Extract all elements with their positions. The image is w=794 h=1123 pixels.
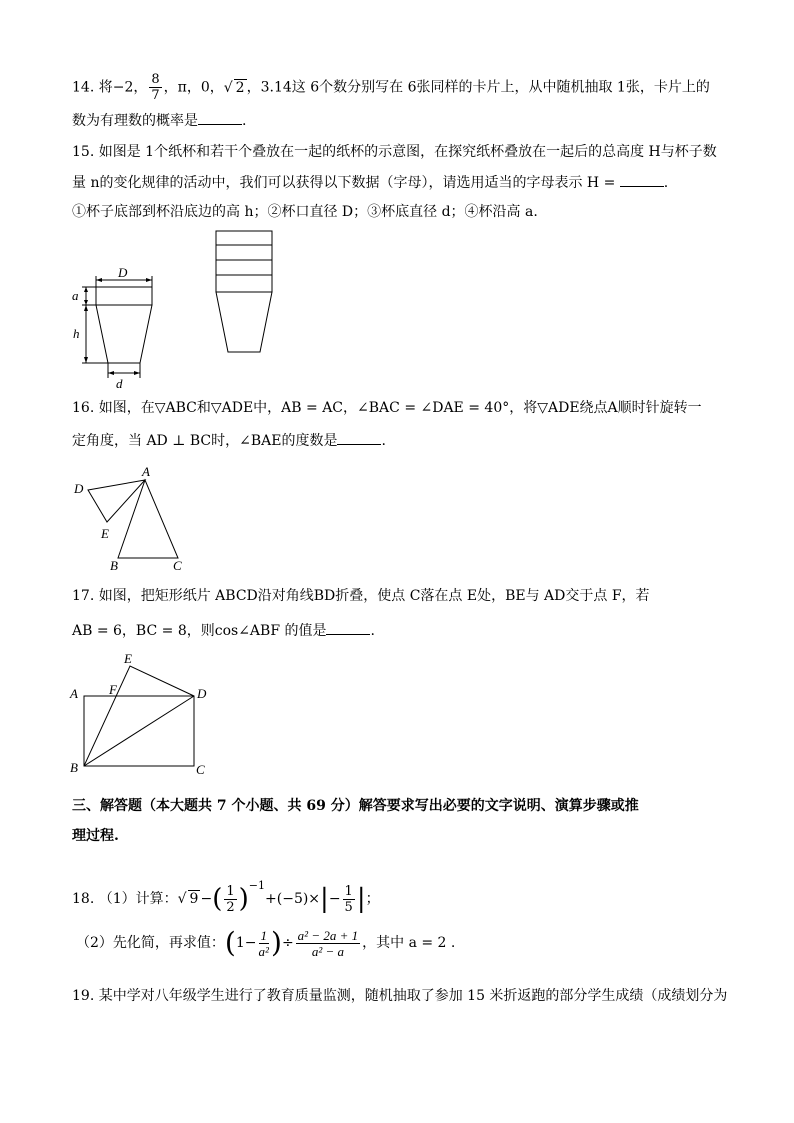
q18-part2-frac2-num: a² − 2a + 1 (297, 927, 359, 943)
q14-sqrt: √ 2 (223, 79, 245, 96)
label-A: A (142, 464, 150, 479)
q18-frac-num: 1 (226, 883, 235, 899)
q15-line1: 15. 如图是 1个纸杯和若干个叠放在一起的纸杯的示意图，在探究纸杯叠放在一起后的总高度 H与杯子数 (72, 144, 717, 160)
triangle-ABC (118, 480, 178, 558)
label-A: A (70, 686, 78, 701)
label-C: C (173, 558, 182, 572)
q15-cup-figure (68, 262, 168, 392)
section3-heading-line2: 理过程. (72, 828, 119, 844)
q18-part2-frac2 (296, 928, 360, 959)
label-a: a (72, 288, 79, 303)
q14-end: . (242, 113, 247, 129)
label-B: B (70, 760, 78, 775)
answer-blank (198, 110, 242, 125)
q14-text-c: ，3.14这 6个数分别写在 6张同样的卡片上，从中随机抽取 1张，卡片上的 (246, 79, 710, 96)
q14-frac-den: 7 (151, 88, 160, 103)
label-h: h (73, 326, 80, 341)
q15-text-line2: 量 n的变化规律的活动中，我们可以获得以下数据（字母），请选用适当的字母表示 H = (72, 175, 616, 191)
q14-text-line2: 数为有理数的概率是 (72, 113, 198, 129)
label-E: E (101, 526, 109, 541)
q14-line1 (72, 72, 710, 103)
q18-part2-frac-num: 1 (260, 927, 267, 943)
q15-line3: ①杯子底部到杯沿底边的高 h；②杯口直径 D；③杯底直径 d；④杯沿高 a. (72, 204, 538, 220)
q15-stacked-cups-figure (210, 228, 282, 358)
answer-blank (337, 430, 381, 445)
q18-end: ； (365, 891, 380, 907)
q16-line2 (72, 430, 386, 451)
q14-text-b: ，π，0， (163, 79, 224, 96)
q18-part2-one: 1− (235, 935, 257, 951)
label-D: D (118, 265, 128, 280)
q18-part1 (72, 870, 380, 915)
q14-line2 (72, 110, 246, 131)
label-B: B (110, 558, 118, 572)
q18-part2-frac-den: a² (258, 943, 269, 959)
paren-close: ) (238, 884, 249, 914)
label-D: D (74, 481, 84, 496)
q18-sqrt: √ 9 (177, 891, 199, 907)
label-F: F (109, 682, 117, 697)
q16-end: . (381, 433, 386, 449)
q16-line1: 16. 如图，在▽ABC和▽ADE中，AB = AC，∠BAC = ∠DAE = 40°，将▽ADE绕点A顺时针旋转一 (72, 400, 702, 416)
cup-rim (96, 287, 152, 305)
q17-line1: 17. 如图，把矩形纸片 ABCD沿对角线BD折叠，使点 C落在点 E处，BE与 AD交于点 F，若 (72, 588, 650, 604)
q17-rectangle-figure (66, 650, 226, 778)
q18-mid: +(−5)× (265, 891, 321, 907)
answer-blank (326, 620, 370, 635)
label-D: D (197, 686, 207, 701)
q14-frac-num: 8 (151, 72, 160, 87)
folded-BED (84, 666, 194, 766)
q18-abs-frac (343, 884, 355, 915)
q18-exponent: −1 (248, 879, 266, 892)
q15-end: . (663, 175, 669, 191)
q18-part2-frac (259, 928, 270, 959)
abs-left: | (320, 884, 329, 914)
q18-minus: − (200, 891, 213, 907)
q18-part2-frac2-den: a² − a (311, 943, 344, 959)
label-C: C (196, 762, 205, 777)
q18-sqrt-val: 9 (189, 891, 199, 907)
q15-line2 (72, 172, 668, 193)
q18-frac (224, 884, 236, 915)
q18-part2-div: ÷ (281, 935, 294, 951)
q19-line1: 19. 某中学对八年级学生进行了教育质量监测，随机抽取了参加 15 米折返跑的部分学生成绩（成绩划分为 (72, 988, 728, 1004)
answer-blank (620, 172, 664, 187)
q16-text-line2: 定角度，当 AD ⊥ BC时，∠BAE的度数是 (72, 433, 338, 449)
q14-fraction (149, 72, 161, 103)
q18-part2-label: （2）先化简，再求值： (76, 935, 225, 951)
q17-line2 (72, 620, 375, 641)
paren-close: ) (271, 926, 282, 959)
q18-label: 18. （1）计算： (72, 891, 178, 907)
paren-open: ( (224, 926, 236, 959)
paren-open: ( (212, 884, 223, 914)
q18-abs-sign: − (328, 891, 341, 907)
q18-frac-den: 2 (226, 899, 235, 915)
section3-heading-line1: 三、解答题（本大题共 7 个小题、共 69 分）解答要求写出必要的文字说明、演算步骤或推 (72, 798, 639, 814)
label-E: E (124, 651, 132, 666)
q16-triangle-figure (70, 462, 190, 572)
label-d: d (116, 376, 123, 391)
q18-part2-end: ，其中 a = 2 . (362, 935, 456, 951)
q17-end: . (370, 623, 375, 639)
cup-body (96, 305, 152, 363)
q17-text-line2: AB = 6，BC = 8，则cos∠ABF 的值是 (72, 623, 327, 639)
triangle-ADE (88, 480, 145, 522)
q14-text-a: 14. 将−2， (72, 79, 148, 96)
q18-abs-num: 1 (344, 883, 353, 899)
q14-sqrt-val: 2 (235, 79, 245, 96)
abs-right: | (356, 884, 366, 914)
q18-abs-den: 5 (344, 899, 353, 915)
q18-part2 (76, 926, 455, 960)
